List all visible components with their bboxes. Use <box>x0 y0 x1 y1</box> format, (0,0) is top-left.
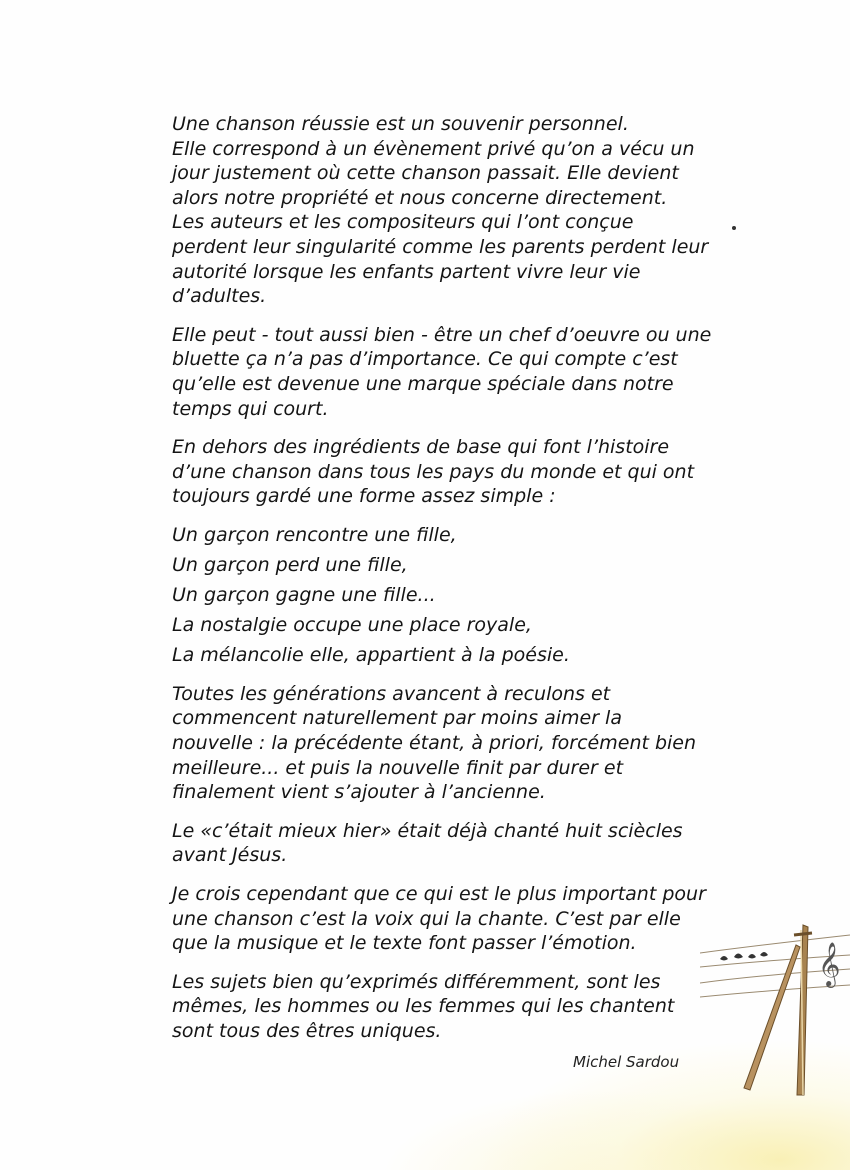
song-line: Un garçon perd une fille, <box>172 554 408 576</box>
paragraph-5: Le «c’était mieux hier» était déjà chanté huit sciècles avant Jésus. <box>172 819 683 867</box>
svg-text:𝄞: 𝄞 <box>818 942 841 986</box>
pole-birds-illustration <box>700 905 850 1105</box>
signature: Michel Sardou <box>573 1053 680 1071</box>
bird-icon <box>734 954 743 959</box>
paragraph-3: En dehors des ingrédients de base qui font l’histoire d’une chanson dans tous les pays du monde et qui ont toujours gardé une forme assez simple : <box>172 436 695 508</box>
paragraph-6: Je crois cependant que ce qui est le plus important pour une chanson c’est la voix qui la chante. C’est par elle que la musique et le texte font passer l’émotion. <box>172 883 706 955</box>
bird-icon <box>760 952 768 957</box>
song-line: Un garçon rencontre une fille, <box>172 523 457 546</box>
body-text <box>172 112 772 1058</box>
song-line: La nostalgie occupe une place royale, <box>172 614 532 637</box>
song-line: La mélancolie elle, appartient à la poésie. <box>172 644 570 667</box>
bird-icon <box>720 956 728 961</box>
song-lines <box>172 523 772 668</box>
paragraph-4: Toutes les générations avancent à reculons et commencent naturellement par moins aimer la nouvelle : la précédente étant, à priori, forcément bien meilleure... et puis la nouvelle finit par durer et finalement vient s’ajouter à l’ancienne. <box>172 682 697 804</box>
paragraph-7: Les sujets bien qu’exprimés différemment, sont les mêmes, les hommes ou les femmes qui les chantent sont tous des êtres uniques. <box>172 970 675 1042</box>
paragraph-1: Une chanson réussie est un souvenir personnel. Elle correspond à un évènement privé qu’on a vécu un jour justement où cette chanson passait. Elle devient alors notre propriété et nous concerne directement. Les auteurs et les compositeurs qui l’ont conçue perdent leur singularité comme les parents perdent leur autorité lorsque les enfants partent vivre leur vie d’adultes. <box>172 113 709 308</box>
paragraph-2: Elle peut - tout aussi bien - être un chef d’oeuvre ou une bluette ça n’a pas d’importance. Ce qui compte c’est qu’elle est devenue une marque spéciale dans notre temps qui court. <box>172 323 712 420</box>
bird-icon <box>748 954 756 959</box>
song-line: Un garçon gagne une fille... <box>172 584 436 607</box>
